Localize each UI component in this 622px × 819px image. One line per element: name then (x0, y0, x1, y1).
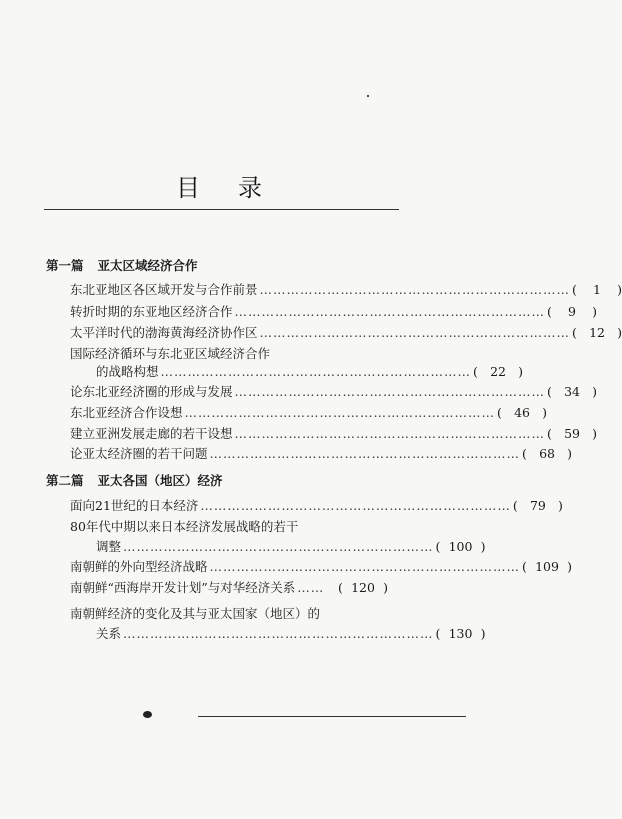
entry-title: 调整 (96, 539, 122, 554)
page-ref: ( 9 ) (547, 304, 598, 319)
page-ref: ( 100 ) (435, 539, 486, 554)
page-ref: ( 22 ) (473, 364, 524, 379)
leader-dots: …………………………………………………………… (123, 539, 434, 554)
page-number: 1 (593, 282, 601, 297)
section-heading-1 (46, 256, 198, 274)
entry-title: 转折时期的东亚地区经济合作 (70, 304, 233, 319)
page-ref: ( 34 ) (547, 384, 598, 399)
toc-entry[interactable] (70, 444, 573, 462)
page-ref: ( 79 ) (512, 498, 563, 513)
leader-dots: …………………………………………………………… (123, 626, 434, 641)
page-ref: ( 68 ) (522, 446, 573, 461)
entry-title: 论亚太经济圈的若干问题 (70, 446, 208, 461)
page-number: 9 (568, 304, 576, 319)
leader-dots: …… (297, 580, 325, 595)
leader-dots: …………………………………………………………… (259, 282, 571, 297)
bottom-rule (198, 716, 466, 717)
leader-dots: …………………………………………………………… (209, 446, 521, 461)
section-name: 亚太区域经济合作 (97, 258, 198, 273)
toc-entry[interactable] (70, 557, 573, 575)
page-ref: ( 109 ) (522, 559, 573, 574)
page-ref: ( 12 ) (572, 325, 622, 340)
page-ref: ( 120 ) (338, 580, 388, 595)
toc-title-char-1: 目 (176, 174, 200, 202)
entry-title: 东北亚经济合作设想 (70, 405, 183, 420)
section-number: 第二篇 (46, 473, 84, 488)
section-name: 亚太各国（地区）经济 (97, 473, 223, 488)
entry-title-line1[interactable]: 80年代中期以来日本经济发展战略的若干 (70, 519, 299, 534)
page-number: 79 (529, 498, 546, 513)
leader-dots: …………………………………………………………… (259, 325, 571, 340)
title-divider (44, 209, 399, 210)
toc-entry[interactable] (70, 302, 598, 320)
ink-blot (143, 711, 152, 718)
entry-title: 的战略构想 (96, 364, 159, 379)
page-number: 22 (490, 364, 506, 379)
entry-title: 南朝鲜的外向型经济战略 (70, 559, 208, 574)
entry-title: 关系 (96, 626, 122, 641)
leader-dots: …………………………………………………………… (184, 405, 496, 420)
page-number: 100 (448, 539, 473, 554)
entry-title: 论东北亚经济圈的形成与发展 (70, 384, 233, 399)
entry-title-line1[interactable]: 南朝鲜经济的变化及其与亚太国家（地区）的 (70, 606, 321, 621)
section-heading-2 (46, 471, 223, 489)
entry-title: 面向21世纪的日本经济 (70, 498, 199, 513)
dust-speck (367, 95, 369, 97)
leader-dots: …………………………………………………………… (200, 498, 511, 513)
entry-title: 东北亚地区各区域开发与合作前景 (70, 282, 258, 297)
toc-entry[interactable] (70, 323, 622, 341)
toc-entry[interactable] (96, 362, 524, 380)
entry-title: 南朝鲜“西海岸开发计划”与对华经济关系 (70, 580, 296, 595)
toc-entry[interactable] (96, 537, 486, 555)
toc-entry[interactable] (70, 424, 598, 442)
page-number: 130 (448, 626, 473, 641)
entry-title: 建立亚洲发展走廊的若干设想 (70, 426, 233, 441)
page-ref: ( 130 ) (435, 626, 486, 641)
page-number: 12 (589, 325, 605, 340)
toc-title-char-2: 录 (238, 174, 262, 202)
toc-entry[interactable] (70, 578, 388, 596)
leader-dots: …………………………………………………………… (234, 304, 546, 319)
entry-title-line1[interactable]: 国际经济循环与东北亚区域经济合作 (70, 346, 271, 361)
toc-entry[interactable] (96, 624, 486, 642)
page-number: 59 (564, 426, 580, 441)
page-ref: ( 59 ) (547, 426, 598, 441)
page-ref: ( 46 ) (497, 405, 548, 420)
toc-entry[interactable] (70, 280, 622, 298)
page-number: 34 (564, 384, 580, 399)
leader-dots: …………………………………………………………… (209, 559, 521, 574)
page-number: 109 (535, 559, 559, 574)
toc-entry[interactable] (70, 496, 563, 514)
page-number: 68 (539, 446, 555, 461)
leader-dots: …………………………………………………………… (234, 426, 546, 441)
section-number: 第一篇 (46, 258, 84, 273)
entry-title: 太平洋时代的渤海黄海经济协作区 (70, 325, 258, 340)
leader-dots: …………………………………………………………… (234, 384, 546, 399)
page-number: 46 (514, 405, 530, 420)
page-ref: ( 1 ) (572, 282, 622, 297)
page-number: 120 (351, 580, 375, 595)
leader-dots: …………………………………………………………… (160, 364, 472, 379)
toc-entry[interactable] (70, 382, 598, 400)
toc-entry[interactable] (70, 403, 548, 421)
